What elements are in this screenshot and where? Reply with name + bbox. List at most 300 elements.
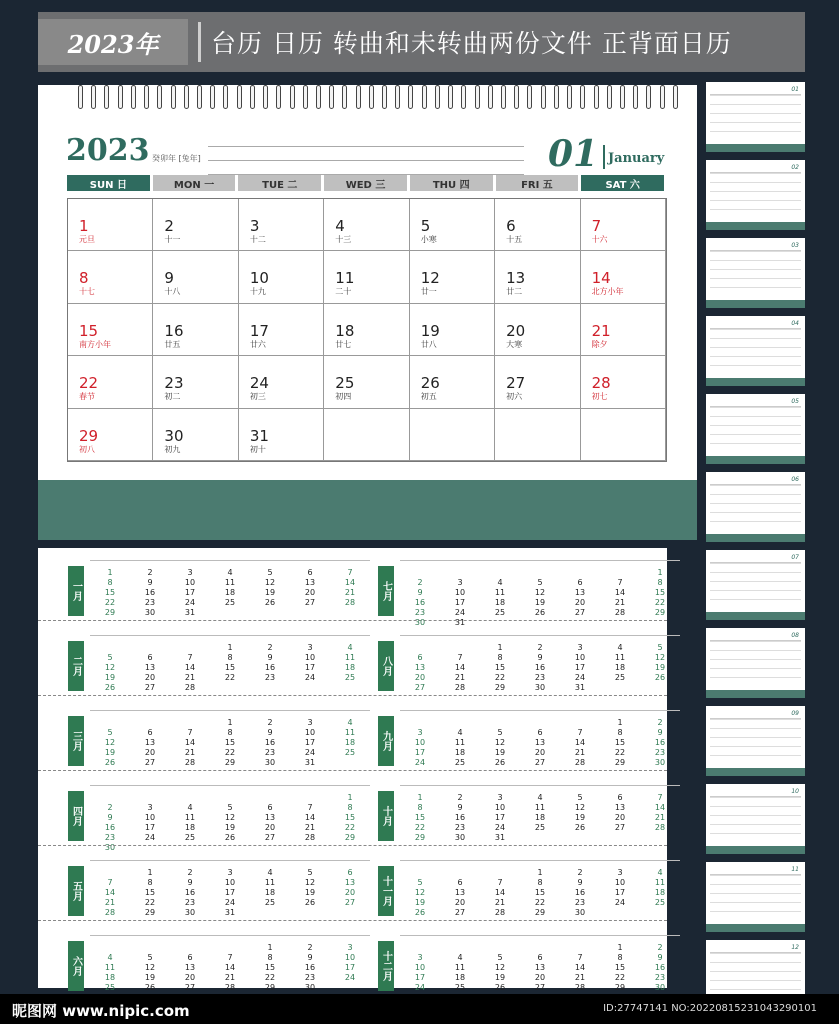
day-number: 14: [591, 269, 611, 288]
day-number: 9: [457, 803, 463, 812]
day-number: 25: [534, 823, 546, 832]
day-number: [520, 718, 560, 727]
day-number: 16: [654, 738, 666, 747]
binding-ring: [157, 85, 162, 109]
day-number: 3: [417, 953, 423, 962]
day-number: 18: [534, 813, 546, 822]
day-number: 29: [79, 426, 99, 445]
day-number: 30: [654, 758, 666, 767]
day-number: 30: [264, 758, 276, 767]
thumbnail-page: [706, 316, 805, 386]
day-number: 30: [164, 426, 184, 445]
day-number: 1: [617, 718, 623, 727]
day-number: 2: [537, 643, 543, 652]
lunar-label: 南方小年: [79, 339, 111, 349]
day-number: 6: [457, 878, 463, 887]
day-number: 12: [574, 803, 586, 812]
week-row: [400, 823, 680, 832]
day-number: 8: [617, 728, 623, 737]
month-block: [378, 933, 678, 998]
day-number: 11: [654, 878, 666, 887]
day-number: [400, 568, 440, 577]
day-number: 17: [249, 321, 269, 340]
day-number: [130, 643, 170, 652]
day-number: 25: [454, 758, 466, 767]
day-number: 23: [534, 673, 546, 682]
day-number: 4: [537, 793, 543, 802]
day-number: 8: [497, 653, 503, 662]
day-number: 18: [224, 588, 236, 597]
day-number: [440, 868, 480, 877]
month-block: [378, 633, 678, 698]
day-number: 21: [224, 973, 236, 982]
day-number: 16: [454, 813, 466, 822]
day-number: 1: [107, 568, 113, 577]
day-cell: [410, 251, 495, 303]
day-number: [480, 718, 520, 727]
day-number: 15: [79, 321, 99, 340]
thumbnail-stand: [706, 846, 805, 854]
day-number: 7: [307, 803, 313, 812]
lunar-label: 初三: [249, 392, 266, 402]
binding-ring: [210, 85, 215, 109]
thumbnail-page: [706, 238, 805, 308]
day-number: 7: [457, 653, 463, 662]
thumbnail-page: [706, 784, 805, 854]
day-number: [290, 608, 330, 617]
lunar-label: 初五: [420, 392, 437, 402]
day-number: 6: [537, 953, 543, 962]
day-number: 22: [79, 374, 99, 393]
thumbnail-stand: [706, 924, 805, 932]
day-number: 27: [534, 758, 546, 767]
day-number: 29: [614, 758, 626, 767]
day-number: 12: [654, 653, 666, 662]
week-row: [400, 568, 680, 577]
day-number: 6: [187, 953, 193, 962]
binding-ring: [541, 85, 546, 109]
day-number: [330, 608, 370, 617]
day-number: 17: [184, 588, 196, 597]
day-number: 24: [574, 673, 586, 682]
day-number: [400, 868, 440, 877]
day-number: 7: [577, 728, 583, 737]
thumbnail-stand: [706, 612, 805, 620]
day-number: 26: [304, 898, 316, 907]
day-number: 17: [414, 748, 426, 757]
day-number: 16: [264, 663, 276, 672]
day-number: 2: [577, 868, 583, 877]
day-number: 23: [184, 898, 196, 907]
week-row: [400, 793, 680, 802]
lunar-label: 十九: [249, 287, 266, 297]
day-number: 2: [164, 217, 174, 235]
week-row: [90, 568, 370, 577]
day-number: 21: [454, 673, 466, 682]
week-row: [400, 738, 680, 747]
binding-ring: [303, 85, 308, 109]
day-number: [170, 718, 210, 727]
day-number: 30: [454, 833, 466, 842]
day-number: 28: [104, 908, 116, 917]
day-number: 18: [335, 321, 355, 340]
lunar-label: 春节: [79, 392, 95, 402]
day-number: 24: [304, 673, 316, 682]
day-number: 2: [457, 793, 463, 802]
day-number: 20: [506, 321, 526, 340]
binding-ring: [356, 85, 361, 109]
day-number: 21: [574, 973, 586, 982]
week-row: [90, 868, 370, 877]
day-number: 27: [454, 908, 466, 917]
day-number: [480, 618, 520, 627]
day-number: 6: [506, 217, 516, 235]
day-number: 30: [304, 983, 316, 992]
week-row: [90, 683, 370, 692]
month-block: [378, 783, 678, 848]
day-number: 15: [144, 888, 156, 897]
day-number: 24: [184, 598, 196, 607]
day-number: 22: [414, 823, 426, 832]
day-number: 20: [184, 973, 196, 982]
day-cell: [239, 356, 324, 408]
day-cell: [68, 251, 153, 303]
zodiac-label: 癸卯年 [兔年]: [152, 154, 201, 163]
month-week-header: [90, 785, 370, 791]
day-number: 1: [617, 943, 623, 952]
day-number: 20: [144, 748, 156, 757]
day-cell: [581, 356, 666, 408]
day-number: 9: [657, 953, 663, 962]
weekday-label: THU 四: [410, 175, 493, 191]
day-number: 8: [617, 953, 623, 962]
day-number: 15: [654, 588, 666, 597]
day-number: 25: [654, 898, 666, 907]
lunar-label: 初八: [79, 444, 95, 454]
day-number: 18: [344, 663, 356, 672]
day-number: [560, 618, 600, 627]
day-number: 17: [454, 598, 466, 607]
month-block: [68, 858, 368, 923]
binding-ring: [435, 85, 440, 109]
week-row: [400, 653, 680, 662]
day-number: 22: [614, 748, 626, 757]
day-number: [90, 868, 130, 877]
week-row: [90, 588, 370, 597]
day-number: 29: [224, 758, 236, 767]
day-number: 31: [184, 608, 196, 617]
day-number: 14: [224, 963, 236, 972]
day-number: 15: [104, 588, 116, 597]
day-number: 4: [347, 718, 353, 727]
day-number: 30: [144, 608, 156, 617]
month-label: 九月: [378, 716, 394, 766]
day-number: 16: [164, 321, 184, 340]
day-number: [330, 758, 370, 767]
day-number: 25: [344, 748, 356, 757]
day-number: 13: [506, 269, 526, 288]
thumbnail-month: 04: [791, 320, 799, 327]
day-number: 26: [264, 598, 276, 607]
day-number: 27: [534, 983, 546, 992]
binding-ring: [607, 85, 612, 109]
lunar-label: 北方小年: [591, 287, 624, 297]
week-row: [400, 588, 680, 597]
day-number: 3: [417, 728, 423, 737]
week-row: [90, 663, 370, 672]
thumbnail-grid: [710, 952, 801, 996]
lunar-label: 廿一: [420, 287, 437, 297]
day-number: 11: [344, 728, 356, 737]
day-number: 18: [614, 663, 626, 672]
week-row: [400, 663, 680, 672]
day-number: 1: [497, 643, 503, 652]
day-cell: [68, 356, 153, 408]
month-week-header: [90, 710, 370, 716]
day-number: 24: [344, 973, 356, 982]
day-number: 26: [104, 683, 116, 692]
day-number: 4: [187, 803, 193, 812]
day-number: 23: [574, 898, 586, 907]
day-number: 20: [414, 673, 426, 682]
day-number: [600, 683, 640, 692]
day-number: 10: [344, 953, 356, 962]
day-number: 23: [104, 833, 116, 842]
day-number: 8: [657, 578, 663, 587]
day-cell: [324, 409, 409, 461]
day-number: 5: [537, 578, 543, 587]
day-number: 1: [227, 718, 233, 727]
binding-ring: [554, 85, 559, 109]
lunar-label: 十三: [335, 235, 352, 244]
binding-ring: [422, 85, 427, 109]
day-number: 21: [344, 588, 356, 597]
day-cell: [324, 356, 409, 408]
day-number: [440, 943, 480, 952]
thumbnail-grid: [710, 484, 801, 528]
thumbnail-grid: [710, 796, 801, 840]
day-number: 26: [534, 608, 546, 617]
day-number: 19: [224, 823, 236, 832]
day-number: 25: [264, 898, 276, 907]
day-number: 2: [147, 568, 153, 577]
thumbnail-month: 08: [791, 632, 799, 639]
day-number: 27: [144, 758, 156, 767]
month-label: 三月: [68, 716, 84, 766]
day-number: 7: [617, 578, 623, 587]
binding-ring: [660, 85, 665, 109]
month-week-header: [90, 935, 370, 941]
day-cell: [495, 199, 580, 251]
lunar-label: 二十: [335, 287, 352, 297]
day-number: 21: [184, 748, 196, 757]
thumbnail-month: 03: [791, 242, 799, 249]
day-number: 17: [344, 963, 356, 972]
binding-ring: [104, 85, 109, 109]
week-row: [90, 643, 370, 652]
day-number: 2: [417, 578, 423, 587]
thumbnail-page: [706, 628, 805, 698]
weekday-label: TUE 二: [238, 175, 321, 191]
day-number: 4: [457, 953, 463, 962]
day-number: 12: [494, 963, 506, 972]
day-number: 9: [657, 728, 663, 737]
binding-ring: [448, 85, 453, 109]
day-number: 21: [591, 321, 611, 340]
day-number: 3: [249, 217, 260, 235]
day-number: [480, 868, 520, 877]
day-number: [290, 793, 330, 802]
month-label: 十月: [378, 791, 394, 841]
day-number: [640, 833, 680, 842]
day-number: 14: [304, 813, 316, 822]
day-number: [440, 718, 480, 727]
month-label: 一月: [68, 566, 84, 616]
week-row: [90, 578, 370, 587]
day-number: 23: [264, 748, 276, 757]
day-cell: [410, 409, 495, 461]
weekday-label: FRI 五: [496, 175, 579, 191]
day-number: 28: [574, 983, 586, 992]
day-cell: [324, 304, 409, 356]
day-number: 7: [591, 217, 602, 235]
week-row: [400, 803, 680, 812]
month-block: [378, 858, 678, 923]
thumbnail-grid: [710, 562, 801, 606]
thumbnail-month: 05: [791, 398, 799, 405]
day-number: 11: [104, 963, 116, 972]
day-number: [210, 943, 250, 952]
day-number: 24: [454, 608, 466, 617]
day-number: 11: [264, 878, 276, 887]
day-number: 13: [144, 663, 156, 672]
day-cell: [239, 304, 324, 356]
day-number: 19: [104, 673, 116, 682]
site-watermark: 昵图网 www.nipic.com: [12, 1002, 190, 1020]
day-number: 25: [224, 598, 236, 607]
day-number: 28: [184, 758, 196, 767]
day-number: 14: [184, 663, 196, 672]
thumbnail-page: [706, 160, 805, 230]
binding-ring: [633, 85, 638, 109]
thumbnail-grid: [710, 328, 801, 372]
binding-ring: [620, 85, 625, 109]
week-row: [90, 833, 370, 842]
day-cell: [581, 304, 666, 356]
week-row: [90, 823, 370, 832]
day-number: 17: [224, 888, 236, 897]
day-number: 31: [454, 618, 466, 627]
day-number: 29: [614, 983, 626, 992]
month-block: [378, 708, 678, 773]
day-number: 12: [104, 663, 116, 672]
day-number: 5: [107, 728, 113, 737]
day-number: 30: [654, 983, 666, 992]
month-week-header: [400, 860, 680, 866]
day-number: [90, 643, 130, 652]
day-number: 17: [144, 823, 156, 832]
weekday-label: SUN 日: [67, 175, 150, 191]
binding-ring: [673, 85, 678, 109]
day-number: 3: [187, 568, 193, 577]
day-number: 20: [454, 898, 466, 907]
day-number: 21: [184, 673, 196, 682]
month-label: 二月: [68, 641, 84, 691]
day-number: 27: [304, 598, 316, 607]
day-number: 17: [414, 973, 426, 982]
day-number: 17: [574, 663, 586, 672]
day-number: 18: [104, 973, 116, 982]
day-number: 27: [184, 983, 196, 992]
day-number: 13: [264, 813, 276, 822]
thumbnail-page: [706, 706, 805, 776]
lunar-label: 初七: [591, 392, 608, 402]
day-number: 2: [107, 803, 113, 812]
day-number: 13: [344, 878, 356, 887]
title-banner: [38, 12, 805, 72]
day-number: 28: [574, 758, 586, 767]
day-number: 22: [104, 598, 116, 607]
day-number: 20: [574, 598, 586, 607]
day-number: 1: [227, 643, 233, 652]
week-row: [90, 728, 370, 737]
month-divider: [603, 145, 605, 169]
day-number: 24: [414, 758, 426, 767]
day-number: 7: [187, 728, 193, 737]
day-number: [400, 643, 440, 652]
month-label: 七月: [378, 566, 394, 616]
week-row: [90, 608, 370, 617]
binding-ring: [567, 85, 572, 109]
day-number: 12: [224, 813, 236, 822]
lunar-label: 廿五: [164, 339, 181, 349]
day-grid: [67, 198, 667, 462]
day-number: 4: [227, 568, 233, 577]
day-number: 18: [654, 888, 666, 897]
day-number: 14: [344, 578, 356, 587]
day-number: 27: [614, 823, 626, 832]
year-logo: 2023: [66, 133, 150, 168]
day-number: 4: [657, 868, 663, 877]
day-number: 26: [494, 983, 506, 992]
week-row: [90, 908, 370, 917]
day-number: 26: [414, 908, 426, 917]
day-number: 26: [654, 673, 666, 682]
calendar-stand: [38, 480, 697, 540]
thumbnail-grid: [710, 250, 801, 294]
day-number: 12: [414, 888, 426, 897]
day-number: 4: [267, 868, 273, 877]
day-number: 14: [494, 888, 506, 897]
day-number: 4: [107, 953, 113, 962]
week-row: [90, 963, 370, 972]
week-row: [400, 943, 680, 952]
thumbnail-grid: [710, 640, 801, 684]
week-row: [400, 718, 680, 727]
day-number: 3: [307, 643, 313, 652]
day-number: 8: [107, 578, 113, 587]
binding-ring: [197, 85, 202, 109]
day-number: 10: [414, 738, 426, 747]
day-number: 6: [537, 728, 543, 737]
day-number: 23: [654, 973, 666, 982]
day-cell: [324, 251, 409, 303]
day-number: 4: [335, 217, 345, 235]
lunar-label: 十六: [591, 235, 608, 244]
thumbnail-month: 10: [791, 788, 799, 795]
day-number: 8: [347, 803, 353, 812]
lunar-label: 初二: [164, 392, 181, 402]
